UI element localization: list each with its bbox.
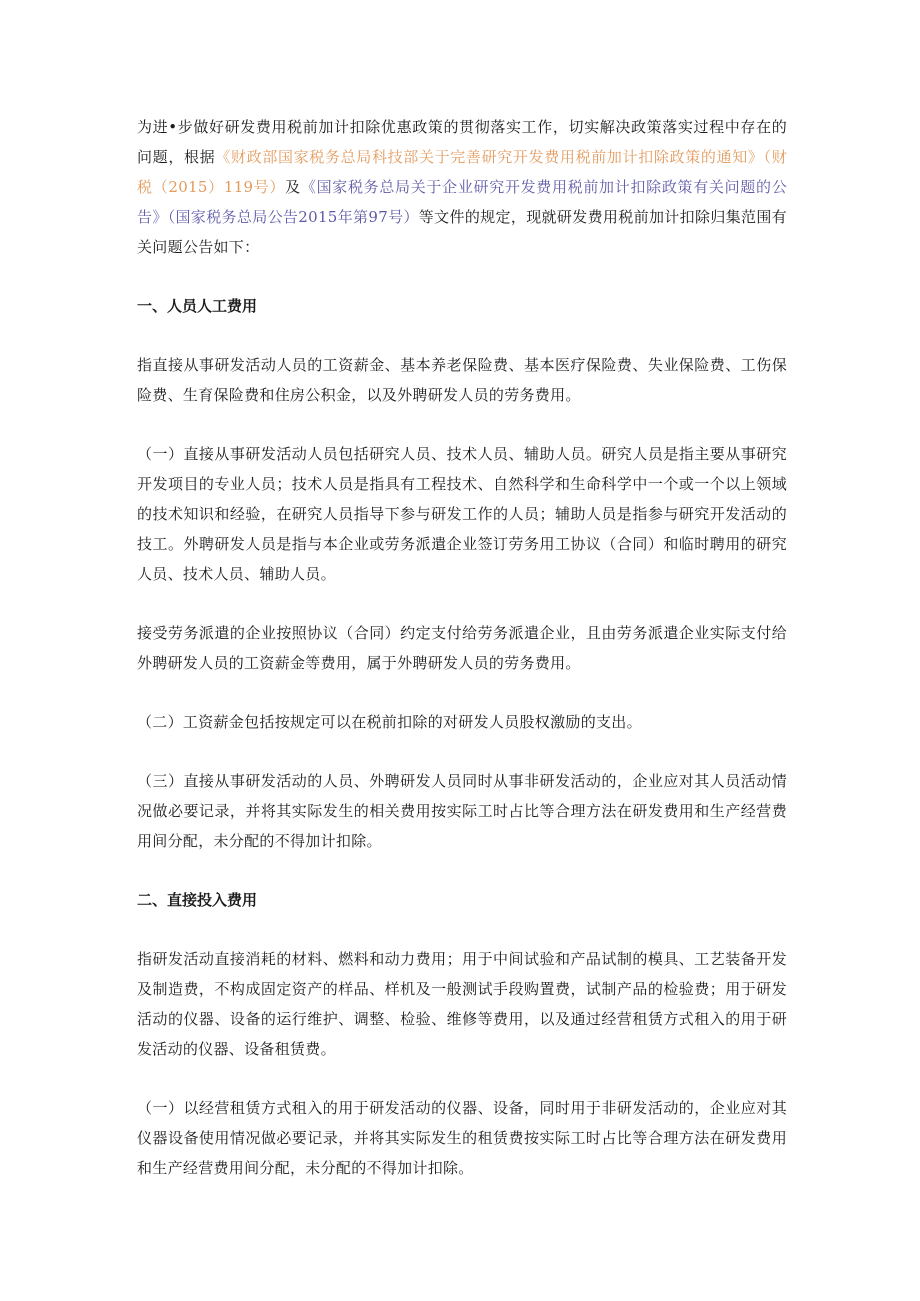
intro-text-1: 为进•步做好研发费用税前加计扣除优惠政策的贯彻落实工作，切实解决政策落实过程中存在的问题，根据	[137, 118, 787, 166]
section1-item1b: 接受劳务派遣的企业按照协议（合同）约定支付给劳务派遣企业，且由劳务派遣企业实际支付给外聘研发人员的工资薪金等费用，属于外聘研发人员的劳务费用。	[137, 624, 787, 672]
section1-item3: （三）直接从事研发活动的人员、外聘研发人员同时从事非研发活动的，企业应对其人员活动情况做必要记录，并将其实际发生的相关费用按实际工时占比等合理方法在研发费用和生产经营费用间分配，未分配的不得加计扣除。	[137, 772, 787, 850]
section1-heading: 一、人员人工费用	[137, 297, 258, 315]
link-sat-announcement[interactable]: 《国家税务总局关于企业研究开发费用税前加计扣除政策有关问题的公告》	[137, 178, 787, 226]
section1-item1: （一）直接从事研发活动人员包括研究人员、技术人员、辅助人员。研究人员是指主要从事研究开发项目的专业人员；技术人员是指具有工程技术、自然科学和生命科学中一个或一个以上领域的技术知识和经验，在研究人员指导下参与研发工作的人员；辅助人员是指参与研究开发活动的技工。外聘研发人员是指与本企业或劳务派遣企业签订劳务用工协议（合同）和临时聘用的研究人员、技术人员、辅助人员。	[137, 445, 787, 583]
section2-intro: 指研发活动直接消耗的材料、燃料和动力费用；用于中间试验和产品试制的模具、工艺装备开发及制造费，不构成固定资产的样品、样机及一般测试手段购置费，试制产品的检验费；用于研发活动的仪器、设备的运行维护、调整、检验、维修等费用，以及通过经营租赁方式租入的用于研发活动的仪器、设备租赁费。	[137, 950, 787, 1058]
intro-paragraph	[137, 112, 787, 262]
section1-item2: （二）工资薪金包括按规定可以在税前扣除的对研发人员股权激励的支出。	[137, 713, 642, 731]
section2-item1: （一）以经营租赁方式租入的用于研发活动的仪器、设备，同时用于非研发活动的，企业应对其仪器设备使用情况做必要记录，并将其实际发生的租赁费按实际工时占比等合理方法在研发费用和生产经营费用间分配，未分配的不得加计扣除。	[137, 1099, 787, 1177]
section1-intro: 指直接从事研发活动人员的工资薪金、基本养老保险费、基本医疗保险费、失业保险费、工伤保险费、生育保险费和住房公积金，以及外聘研发人员的劳务费用。	[137, 356, 787, 404]
intro-and: 及	[285, 178, 301, 196]
intro-text-2: 等文件的规定，现就研发费用税前加计扣除归集范围有关问题公告如下：	[137, 208, 787, 256]
link-mof-notice-number[interactable]: （财税（2015）119号）	[137, 148, 787, 196]
document-body	[137, 112, 787, 1183]
link-sat-announcement-number[interactable]: （国家税务总局公告2015年第97号）	[167, 208, 419, 226]
section2-heading: 二、直接投入费用	[137, 891, 258, 909]
link-mof-notice[interactable]: 《财政部国家税务总局科技部关于完善研究开发费用税前加计扣除政策的通知》	[215, 148, 764, 166]
